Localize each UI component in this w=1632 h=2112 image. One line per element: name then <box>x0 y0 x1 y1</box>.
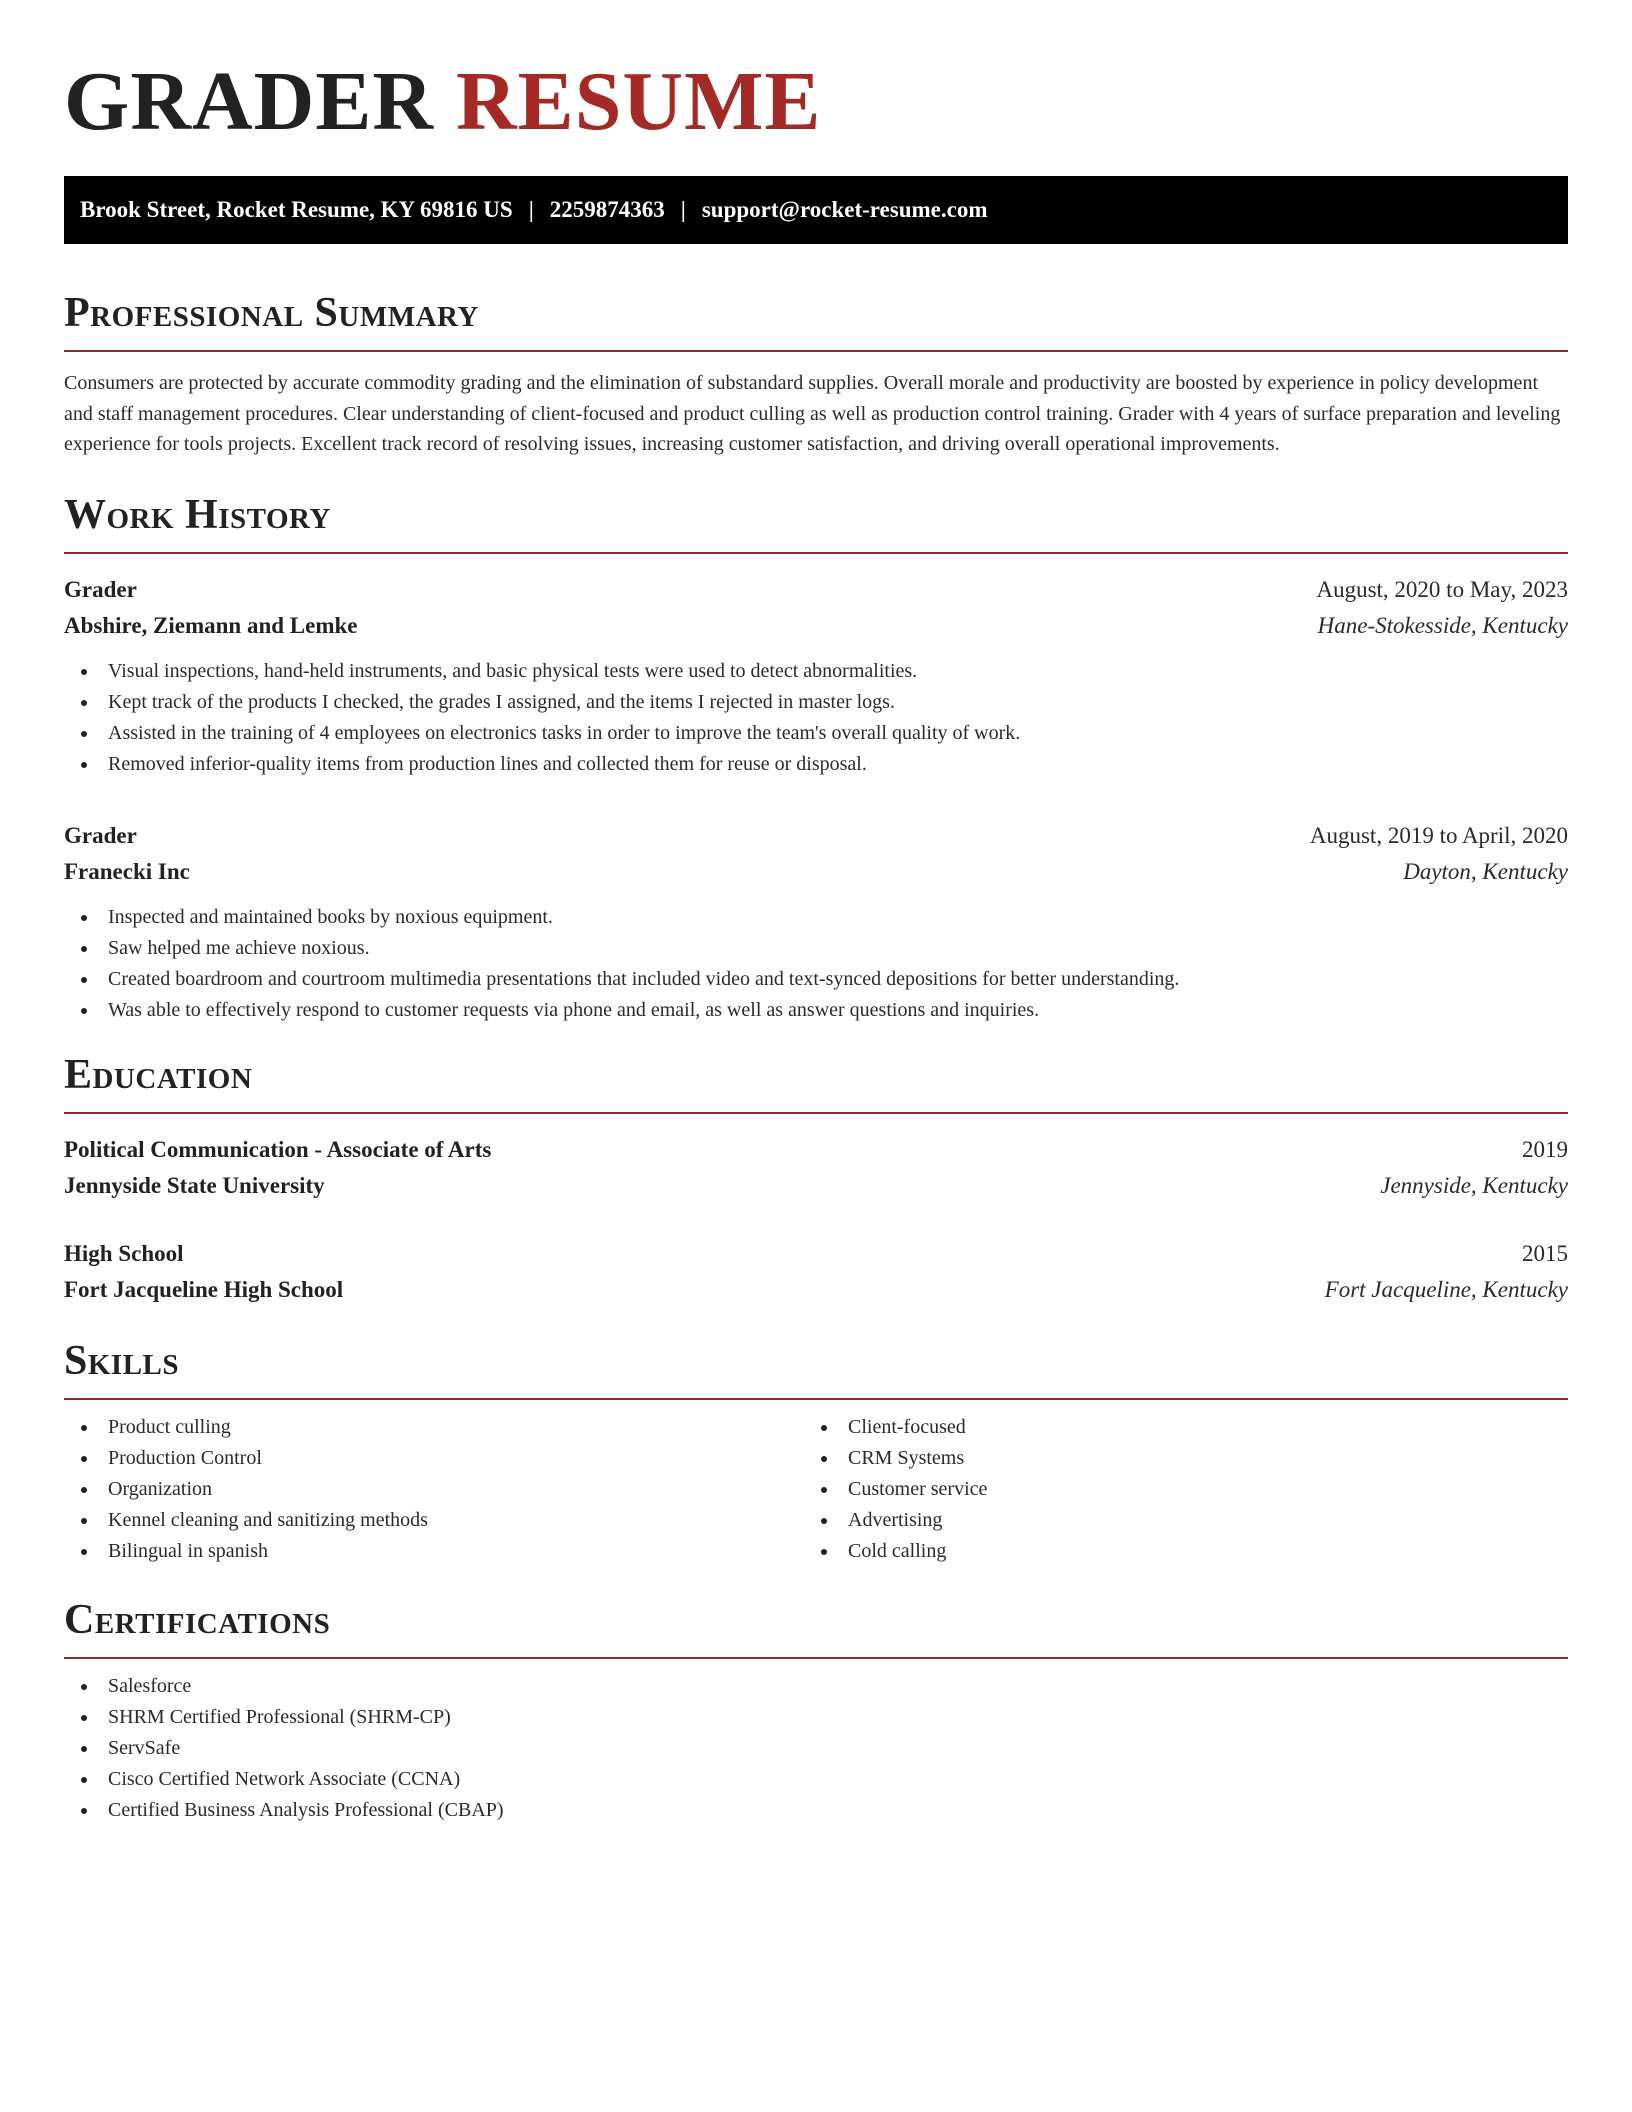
education-school-row <box>64 1168 1568 1204</box>
education-entry <box>64 1132 1568 1204</box>
list-item: Kept track of the products I checked, the grades I assigned, and the items I rejected in master logs. <box>64 687 1568 718</box>
list-item: Inspected and maintained books by noxious equipment. <box>64 902 1568 933</box>
section-title-certifications: Certifications <box>64 1595 1568 1659</box>
skills-list-left <box>64 1412 804 1567</box>
job-position: Grader <box>64 576 137 602</box>
name-last: RESUME <box>456 55 822 148</box>
list-item: Customer service <box>804 1474 1544 1505</box>
list-item: Saw helped me achieve noxious. <box>64 933 1568 964</box>
education-school: Fort Jacqueline High School <box>64 1276 344 1302</box>
resume-page <box>64 56 1568 1826</box>
education-school: Jennyside State University <box>64 1172 325 1198</box>
contact-address: Brook Street, Rocket Resume, KY 69816 US <box>80 197 513 222</box>
list-item: Client-focused <box>804 1412 1544 1443</box>
skills-columns <box>64 1412 1568 1567</box>
list-item: Product culling <box>64 1412 804 1443</box>
contact-email: support@rocket-resume.com <box>701 197 988 222</box>
list-item: Salesforce <box>64 1671 1568 1702</box>
section-title-summary: Professional Summary <box>64 288 1568 352</box>
job-location: Hane-Stokesside, Kentucky <box>1317 612 1568 638</box>
education-school-row <box>64 1272 1568 1308</box>
summary-text: Consumers are protected by accurate commodity grading and the elimination of substandard supplies. Overall morale and productivity are boosted by experience in policy development and staff management procedures. Clear understanding of client-focused and product culling as well as production control training. Grader with 4 years of surface preparation and leveling experience for tools projects. Excellent track record of resolving issues, increasing customer satisfaction, and driving overall operational improvements. <box>64 372 1561 455</box>
education-location: Jennyside, Kentucky <box>1380 1172 1568 1198</box>
list-item: Production Control <box>64 1443 804 1474</box>
education-entry <box>64 1236 1568 1308</box>
list-item: Assisted in the training of 4 employees on electronics tasks in order to improve the team's overall quality of work. <box>64 718 1568 749</box>
list-item: Visual inspections, hand-held instruments, and basic physical tests were used to detect abnormalities. <box>64 656 1568 687</box>
education-location: Fort Jacqueline, Kentucky <box>1324 1276 1568 1302</box>
education-header-row <box>64 1236 1568 1272</box>
name-first: GRADER <box>64 55 435 148</box>
contact-phone: 2259874363 <box>549 197 665 222</box>
job-location: Dayton, Kentucky <box>1403 858 1568 884</box>
job-entry <box>64 572 1568 780</box>
list-item: Removed inferior-quality items from production lines and collected them for reuse or disposal. <box>64 749 1568 780</box>
list-item: Advertising <box>804 1505 1544 1536</box>
job-dates: August, 2019 to April, 2020 <box>1309 822 1568 848</box>
skills-section <box>64 1336 1568 1567</box>
job-company-row <box>64 854 1568 890</box>
education-degree: High School <box>64 1240 184 1266</box>
list-item: Cisco Certified Network Associate (CCNA) <box>64 1764 1568 1795</box>
education-header-row <box>64 1132 1568 1168</box>
job-position: Grader <box>64 822 137 848</box>
list-item: Kennel cleaning and sanitizing methods <box>64 1505 804 1536</box>
list-item: Was able to effectively respond to customer requests via phone and email, as well as answer questions and inquiries. <box>64 995 1568 1026</box>
job-header-row <box>64 818 1568 854</box>
section-title-education: Education <box>64 1050 1568 1114</box>
job-company: Abshire, Ziemann and Lemke <box>64 612 358 638</box>
list-item: Organization <box>64 1474 804 1505</box>
certifications-list <box>64 1671 1568 1826</box>
education-year: 2015 <box>1522 1240 1568 1266</box>
list-item: Created boardroom and courtroom multimedia presentations that included video and text-synced depositions for better understanding. <box>64 964 1568 995</box>
job-dates: August, 2020 to May, 2023 <box>1316 576 1568 602</box>
job-entry <box>64 818 1568 1026</box>
job-header-row <box>64 572 1568 608</box>
list-item: SHRM Certified Professional (SHRM-CP) <box>64 1702 1568 1733</box>
summary-section <box>64 288 1568 460</box>
certifications-section <box>64 1595 1568 1826</box>
job-duties-list <box>64 656 1568 780</box>
skills-list-right <box>804 1412 1544 1567</box>
list-item: ServSafe <box>64 1733 1568 1764</box>
resume-name <box>64 56 1568 152</box>
contact-separator: | <box>528 197 534 222</box>
work-history-section <box>64 490 1568 1026</box>
job-company: Franecki Inc <box>64 858 190 884</box>
job-duties-list <box>64 902 1568 1026</box>
education-degree: Political Communication - Associate of Arts <box>64 1136 492 1162</box>
list-item: Bilingual in spanish <box>64 1536 804 1567</box>
education-year: 2019 <box>1522 1136 1568 1162</box>
list-item: CRM Systems <box>804 1443 1544 1474</box>
list-item: Cold calling <box>804 1536 1544 1567</box>
section-title-skills: Skills <box>64 1336 1568 1400</box>
education-section <box>64 1050 1568 1308</box>
section-title-work-history: Work History <box>64 490 1568 554</box>
contact-separator: | <box>680 197 686 222</box>
job-company-row <box>64 608 1568 644</box>
list-item: Certified Business Analysis Professional (CBAP) <box>64 1795 1568 1826</box>
contact-bar <box>64 176 1568 244</box>
